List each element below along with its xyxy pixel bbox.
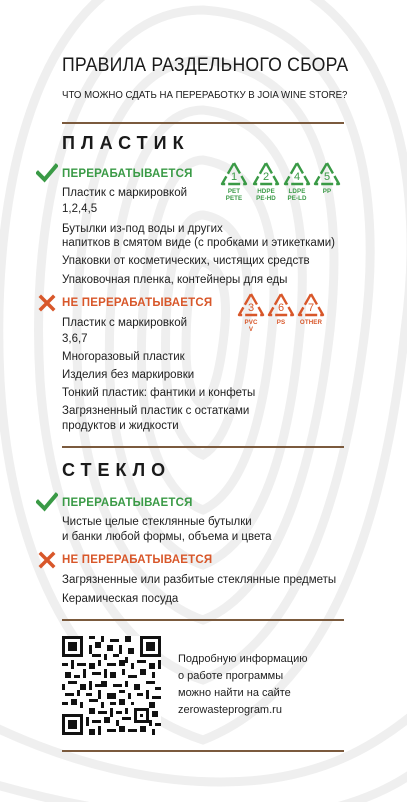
footer-line: о работе программы xyxy=(178,670,284,682)
list-item: Тонкий пластик: фантики и конфеты xyxy=(62,387,256,399)
qr-code[interactable] xyxy=(62,636,161,735)
recycle-triangle-icon xyxy=(312,160,342,188)
page-title: ПРАВИЛА РАЗДЕЛЬНОГО СБОРА xyxy=(62,55,349,76)
list-item: Упаковочная пленка, контейнеры для еды xyxy=(62,274,288,286)
glass-not-recyclable-status: НЕ ПЕРЕРАБАТЫВАЕТСЯ xyxy=(62,554,213,566)
page-subtitle: ЧТО МОЖНО СДАТЬ НА ПЕРЕРАБОТКУ В JOIA WINE STORE? xyxy=(62,89,348,101)
divider xyxy=(62,446,344,448)
list-item: Упаковки от косметических, чистящих средств xyxy=(62,255,310,267)
svg-text:2: 2 xyxy=(262,171,270,183)
footer-line: Подробную информацию xyxy=(178,653,308,665)
recycle-triangle-icon xyxy=(219,160,249,188)
svg-text:3: 3 xyxy=(247,302,255,314)
recycle-triangle-icon xyxy=(266,291,296,319)
list-item: продуктов и жидкости xyxy=(62,420,179,432)
list-item: Изделия без маркировки xyxy=(62,369,195,381)
svg-text:6: 6 xyxy=(277,302,285,314)
divider xyxy=(62,750,344,752)
list-item: Загрязненные или разбитые стеклянные предметы xyxy=(62,574,337,586)
recycle-code-3: 3 PVC V xyxy=(233,291,269,333)
recycle-code-2: 2 HDPE PE-HD xyxy=(248,160,284,202)
list-item: Керамическая посуда xyxy=(62,593,179,605)
section-title-plastic: ПЛАСТИК xyxy=(62,133,190,153)
svg-text:1: 1 xyxy=(230,171,238,183)
list-item: Чистые целые стеклянные бутылки xyxy=(62,516,252,528)
check-icon xyxy=(36,491,58,513)
plastic-recyclable-status: ПЕРЕРАБАТЫВАЕТСЯ xyxy=(62,168,193,180)
plastic-not-recyclable-status: НЕ ПЕРЕРАБАТЫВАЕТСЯ xyxy=(62,297,213,309)
list-item: Пластик с маркировкой xyxy=(62,187,188,199)
svg-text:7: 7 xyxy=(307,302,315,314)
cross-icon xyxy=(38,294,56,312)
svg-text:5: 5 xyxy=(323,171,331,183)
list-item: 1,2,4,5 xyxy=(62,203,98,215)
recycle-triangle-icon xyxy=(282,160,312,188)
recycle-triangle-icon xyxy=(296,291,326,319)
svg-text:4: 4 xyxy=(293,171,301,183)
glass-recyclable-status: ПЕРЕРАБАТЫВАЕТСЯ xyxy=(62,497,193,509)
footer-info xyxy=(178,651,308,719)
footer-line: можно найти на сайте xyxy=(178,687,291,699)
recycle-code-6: 6 PS xyxy=(263,291,299,326)
check-icon xyxy=(36,162,58,184)
recycle-triangle-icon xyxy=(251,160,281,188)
list-item: Многоразовый пластик xyxy=(62,351,185,363)
list-item: напитков в смятом виде (с пробками и этикетками) xyxy=(62,237,335,249)
section-title-glass: СТЕКЛО xyxy=(62,460,172,480)
list-item: Бутылки из-под воды и других xyxy=(62,223,223,235)
cross-icon xyxy=(38,551,56,569)
recycle-code-4: 4 LDPE PE-LD xyxy=(279,160,315,202)
recycle-code-1: 1 PET PETE xyxy=(216,160,252,202)
divider xyxy=(62,619,344,621)
list-item: Пластик с маркировкой xyxy=(62,317,188,329)
website-link[interactable]: zerowasteprogram.ru xyxy=(178,704,282,716)
recycle-code-7: 7 OTHER xyxy=(293,291,329,326)
divider xyxy=(62,122,344,124)
list-item: и банки любой формы, объема и цвета xyxy=(62,531,272,543)
recycle-triangle-icon xyxy=(236,291,266,319)
list-item: Загрязненный пластик с остатками xyxy=(62,405,250,417)
recycle-code-5: 5 PP xyxy=(309,160,345,195)
list-item: 3,6,7 xyxy=(62,333,88,345)
